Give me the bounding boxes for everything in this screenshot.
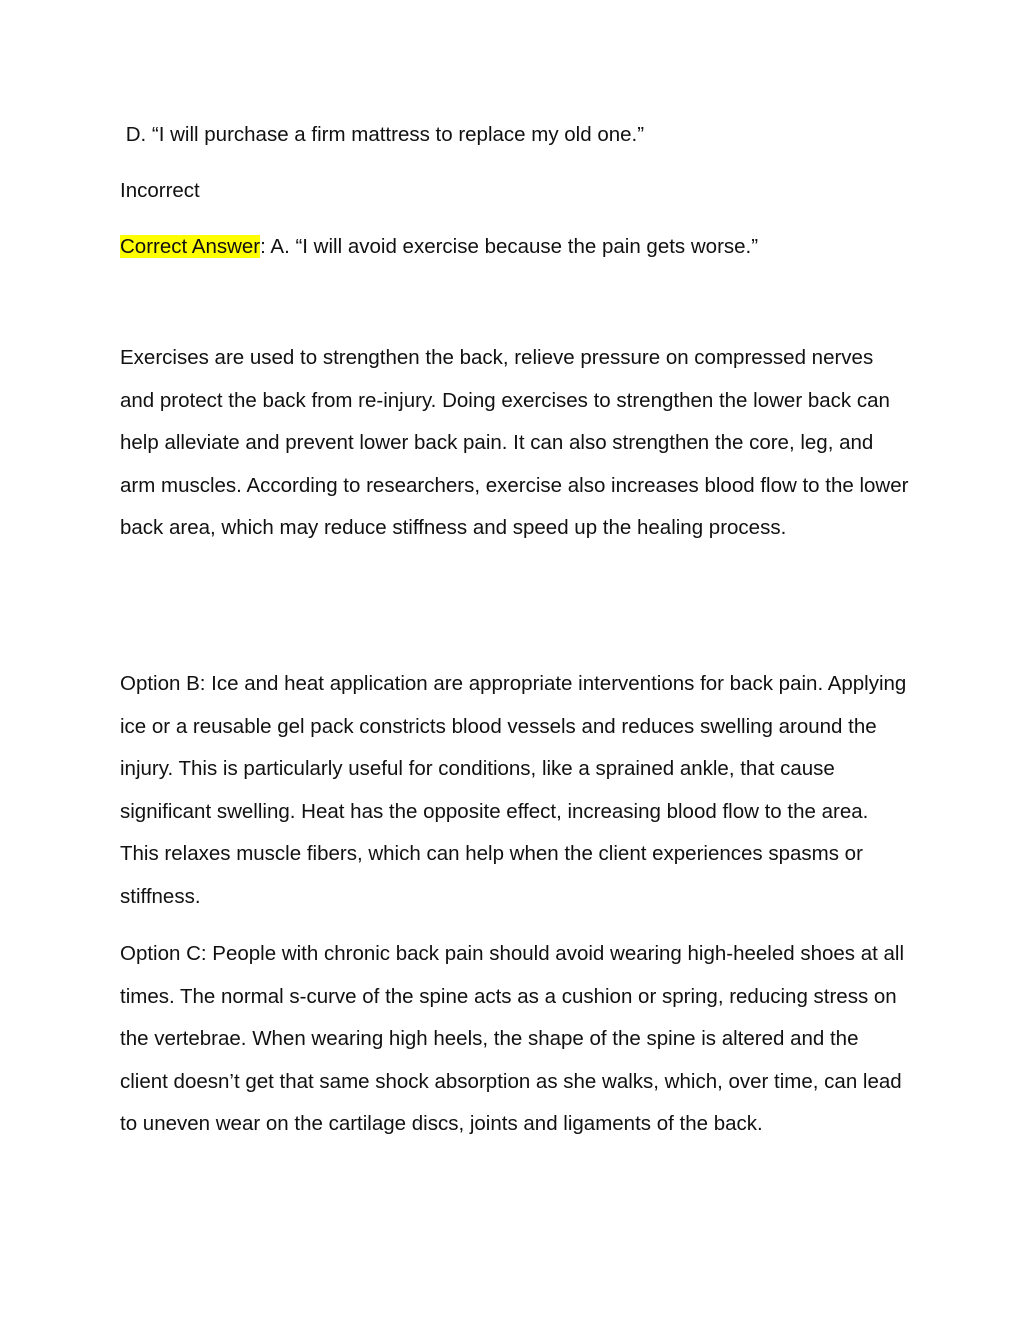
correct-answer-line [120,233,758,261]
option-c-paragraph: Option C: People with chronic back pain should avoid wearing high-heeled shoes at all times. The normal s-curve of the spine acts as a cushion or spring, reducing stress on the vertebrae. When wearing high heels, the shape of the spine is altered and the client doesn’t get that same shock absorption as she walks, which, over time, can lead to uneven wear on the cartilage discs, joints and ligaments of the back. [120,942,905,1136]
result-label: Incorrect [120,179,200,202]
option-b-paragraph: Option B: Ice and heat application are appropriate interventions for back pain. Applying ice or a reusable gel pack constricts blood vessels and reduces swelling around the injury. This is particularly useful for conditions, like a sprained ankle, that cause significant swelling. Heat has the opposite effect, increasing blood flow to the area. This relaxes muscle fibers, which can help when the client experiences spasms or stiffness. [120,672,907,908]
rationale-paragraph: Exercises are used to strengthen the back, relieve pressure on compressed nerves and protect the back from re-injury. Doing exercises to strengthen the lower back can help alleviate and prevent lower back pain. It can also strengthen the core, leg, and arm muscles. According to researchers, exercise also increases blood flow to the lower back area, which may reduce stiffness and speed up the healing process. [120,346,909,540]
option-d-text: D. “I will purchase a firm mattress to replace my old one.” [120,123,645,146]
correct-answer-label: Correct Answer [120,235,261,258]
correct-answer-text: : A. “I will avoid exercise because the pain gets worse.” [260,235,759,258]
